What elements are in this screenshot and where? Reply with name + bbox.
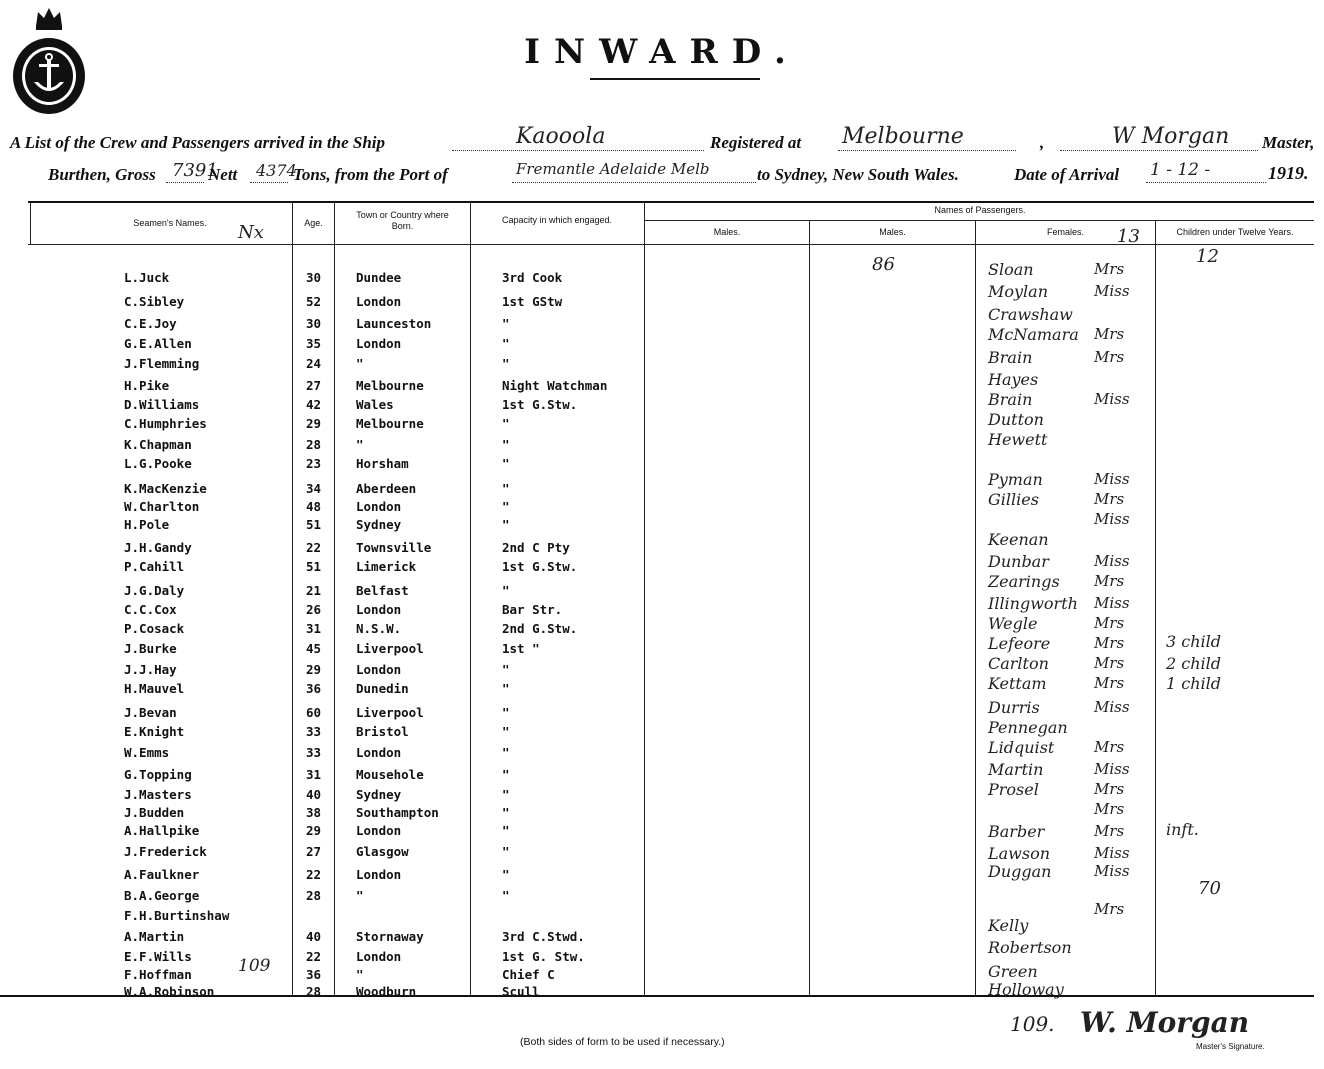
seaman-born: London xyxy=(356,336,402,351)
female-passenger-name: Wegle xyxy=(988,614,1038,633)
seaman-age: 24 xyxy=(306,356,322,371)
seaman-born: Horsham xyxy=(356,456,409,471)
children-entry: 3 child xyxy=(1166,632,1222,651)
seaman-age: 28 xyxy=(306,888,322,903)
female-passenger-title: Miss xyxy=(1094,844,1130,862)
seaman-capacity: " xyxy=(502,416,510,431)
seaman-born: Woodburn xyxy=(356,984,417,999)
seaman-born: " xyxy=(356,356,364,371)
seaman-born: Dundee xyxy=(356,270,402,285)
seaman-born: London xyxy=(356,823,402,838)
seaman-capacity: Scull xyxy=(502,984,540,999)
female-passenger-title: Mrs xyxy=(1094,900,1125,918)
female-passenger-title: Mrs xyxy=(1094,348,1125,366)
seamen-mark: Nx xyxy=(238,222,264,243)
seaman-capacity: 2nd C Pty xyxy=(502,540,570,555)
female-passenger-title: Mrs xyxy=(1094,325,1125,343)
seaman-name: K.MacKenzie xyxy=(124,481,207,496)
seaman-born: Melbourne xyxy=(356,378,424,393)
seaman-capacity: " xyxy=(502,681,510,696)
female-passenger-title: Mrs xyxy=(1094,738,1125,756)
female-passenger-name: Illingworth xyxy=(988,594,1078,613)
seaman-age: 42 xyxy=(306,397,322,412)
seaman-name: L.Juck xyxy=(124,270,170,285)
female-passenger-name: Crawshaw xyxy=(988,305,1073,324)
female-passenger-name: Gillies xyxy=(988,490,1039,509)
seaman-age: 31 xyxy=(306,767,322,782)
female-passenger-name: Lidquist xyxy=(988,738,1055,757)
master-name-line xyxy=(1060,150,1258,151)
seaman-name: D.Williams xyxy=(124,397,200,412)
seaman-capacity: 3rd C.Stwd. xyxy=(502,929,585,944)
seaman-capacity: 1st GStw xyxy=(502,294,563,309)
col-line-males-a xyxy=(644,202,645,996)
nett-tons: 4374 xyxy=(256,161,297,180)
col-header-males-b: Males. xyxy=(879,227,906,237)
female-passenger-title: Miss xyxy=(1094,698,1130,716)
female-passenger-name: Sloan xyxy=(988,260,1034,279)
seaman-name: C.Humphries xyxy=(124,416,207,431)
col-line-age xyxy=(292,202,293,996)
title-underline xyxy=(590,78,760,80)
seaman-age: 51 xyxy=(306,559,322,574)
col-line-capacity xyxy=(470,202,471,996)
ship-name: Kaooola xyxy=(516,124,606,149)
seaman-age: 33 xyxy=(306,745,322,760)
col-header-capacity: Capacity in which engaged. xyxy=(501,215,613,225)
seaman-born: Liverpool xyxy=(356,641,424,656)
signature-mark: 109. xyxy=(1010,1012,1055,1036)
gross-line xyxy=(166,182,204,183)
seaman-name: J.G.Daly xyxy=(124,583,185,598)
seaman-age: 29 xyxy=(306,662,322,677)
female-passenger-title: Mrs xyxy=(1094,260,1125,278)
seaman-age: 48 xyxy=(306,499,322,514)
seaman-age: 29 xyxy=(306,823,322,838)
seaman-capacity: 1st G.Stw. xyxy=(502,559,578,574)
master-name: W Morgan xyxy=(1112,124,1230,149)
seaman-born: Limerick xyxy=(356,559,417,574)
seaman-born: " xyxy=(356,888,364,903)
seaman-age: 31 xyxy=(306,621,322,636)
col-header-born: Town or Country where Born. xyxy=(356,210,449,231)
row-mark: 109 xyxy=(238,956,271,976)
female-passenger-name: Brain xyxy=(988,348,1033,367)
col-line-males-b xyxy=(809,221,810,996)
seaman-age: 26 xyxy=(306,602,322,617)
seaman-name: F.Hoffman xyxy=(124,967,192,982)
seaman-capacity: " xyxy=(502,844,510,859)
table-top-rule xyxy=(28,201,1314,203)
females-count: 13 xyxy=(1117,226,1140,247)
col-line-children xyxy=(1155,221,1156,996)
seaman-age: 22 xyxy=(306,949,322,964)
seaman-name: A.Faulkner xyxy=(124,867,200,882)
seaman-name: J.Frederick xyxy=(124,844,207,859)
to-sydney-label: to Sydney, New South Wales. xyxy=(757,165,959,184)
seaman-born: Dunedin xyxy=(356,681,409,696)
seaman-capacity: 3rd Cook xyxy=(502,270,563,285)
seaman-name: J.Bevan xyxy=(124,705,177,720)
seaman-capacity: " xyxy=(502,481,510,496)
seaman-name: G.E.Allen xyxy=(124,336,192,351)
female-passenger-title: Miss xyxy=(1094,862,1130,880)
seaman-name: W.Emms xyxy=(124,745,170,760)
seaman-born: Sydney xyxy=(356,517,402,532)
seaman-name: P.Cosack xyxy=(124,621,185,636)
female-passenger-name: Martin xyxy=(988,760,1044,779)
seaman-age: 36 xyxy=(306,681,322,696)
ship-name-line xyxy=(452,150,704,151)
tons-from-label: Tons, from the Port of xyxy=(293,165,448,184)
seaman-born: Belfast xyxy=(356,583,409,598)
seaman-capacity: Chief C xyxy=(502,967,555,982)
female-passenger-name: Duggan xyxy=(988,862,1052,881)
arrival-year: 1919. xyxy=(1268,163,1309,183)
seaman-capacity: " xyxy=(502,583,510,598)
arrival-date: 1 - 12 - xyxy=(1150,160,1211,180)
seaman-born: Bristol xyxy=(356,724,409,739)
female-passenger-title: Mrs xyxy=(1094,614,1125,632)
female-passenger-title: Miss xyxy=(1094,470,1130,488)
female-passenger-name: Moylan xyxy=(988,282,1049,301)
passenger-subheader-rule xyxy=(644,220,1314,221)
children-entry: 2 child xyxy=(1166,654,1222,673)
col-header-passengers: Names of Passengers. xyxy=(934,205,1026,215)
seaman-age: 51 xyxy=(306,517,322,532)
seaman-capacity: " xyxy=(502,316,510,331)
female-passenger-name: Lawson xyxy=(988,844,1051,863)
female-passenger-title: Miss xyxy=(1094,760,1130,778)
seaman-age: 33 xyxy=(306,724,322,739)
seaman-age: 23 xyxy=(306,456,322,471)
seaman-name: W.Charlton xyxy=(124,499,200,514)
arrival-label: Date of Arrival xyxy=(1014,165,1120,184)
signature-label: Master's Signature. xyxy=(1196,1042,1265,1051)
seaman-capacity: Bar Str. xyxy=(502,602,563,617)
seaman-capacity: Night Watchman xyxy=(502,378,608,393)
seaman-age: 35 xyxy=(306,336,322,351)
seaman-age: 36 xyxy=(306,967,322,982)
female-passenger-name: Brain xyxy=(988,390,1033,409)
seaman-age: 21 xyxy=(306,583,322,598)
seaman-capacity: 1st " xyxy=(502,641,540,656)
seaman-name: J.Burke xyxy=(124,641,177,656)
seaman-age: 60 xyxy=(306,705,322,720)
seaman-name: F.H.Burtinshaw xyxy=(124,908,230,923)
female-passenger-name: Lefeore xyxy=(988,634,1051,653)
seaman-age: 22 xyxy=(306,540,322,555)
col-header-seamen: Seamen's Names. xyxy=(133,218,207,228)
children-entry: inft. xyxy=(1166,820,1199,839)
seaman-age: 40 xyxy=(306,929,322,944)
seaman-name: H.Pike xyxy=(124,378,170,393)
seaman-name: H.Mauvel xyxy=(124,681,185,696)
seaman-name: E.Knight xyxy=(124,724,185,739)
female-passenger-name: Zearings xyxy=(988,572,1060,591)
nett-label: Nett xyxy=(208,165,238,184)
col-header-age: Age. xyxy=(304,218,323,228)
seaman-capacity: " xyxy=(502,336,510,351)
seaman-name: G.Topping xyxy=(124,767,192,782)
female-passenger-title: Mrs xyxy=(1094,634,1125,652)
female-passenger-title: Mrs xyxy=(1094,490,1125,508)
seaman-capacity: " xyxy=(502,517,510,532)
seaman-capacity: " xyxy=(502,662,510,677)
female-passenger-title: Mrs xyxy=(1094,572,1125,590)
seaman-age: 30 xyxy=(306,270,322,285)
female-passenger-name: Holloway xyxy=(988,980,1064,999)
list-label: A List of the Crew and Passengers arrived in the Ship xyxy=(10,133,385,152)
female-passenger-name: Kelly xyxy=(988,916,1029,935)
seaman-born: " xyxy=(356,437,364,452)
seaman-name: A.Hallpike xyxy=(124,823,200,838)
seaman-name: J.H.Gandy xyxy=(124,540,192,555)
seaman-name: P.Cahill xyxy=(124,559,185,574)
seaman-name: C.C.Cox xyxy=(124,602,177,617)
seaman-age: 45 xyxy=(306,641,322,656)
seaman-born: London xyxy=(356,949,402,964)
seaman-born: Sydney xyxy=(356,787,402,802)
seaman-age: 30 xyxy=(306,316,322,331)
seaman-born: Melbourne xyxy=(356,416,424,431)
gross-tons: 7391 xyxy=(172,160,218,181)
seaman-age: 27 xyxy=(306,844,322,859)
seaman-born: Mousehole xyxy=(356,767,424,782)
seaman-capacity: " xyxy=(502,805,510,820)
seaman-born: Townsville xyxy=(356,540,432,555)
seaman-age: 29 xyxy=(306,416,322,431)
port-from-line xyxy=(512,182,756,183)
col-line-left xyxy=(30,202,31,244)
female-passenger-title: Mrs xyxy=(1094,822,1125,840)
seaman-capacity: " xyxy=(502,705,510,720)
burthen-label: Burthen, Gross xyxy=(48,165,156,184)
seaman-born: London xyxy=(356,294,402,309)
female-passenger-name: Prosel xyxy=(988,780,1039,799)
children-entry: 1 child xyxy=(1166,674,1222,693)
female-passenger-name: Dunbar xyxy=(988,552,1049,571)
female-passenger-name: Durris xyxy=(988,698,1040,717)
seaman-age: 34 xyxy=(306,481,322,496)
female-passenger-title: Miss xyxy=(1094,552,1130,570)
female-passenger-title: Mrs xyxy=(1094,780,1125,798)
seaman-name: C.E.Joy xyxy=(124,316,177,331)
seaman-name: J.Flemming xyxy=(124,356,200,371)
seaman-name: A.Martin xyxy=(124,929,185,944)
female-passenger-title: Miss xyxy=(1094,594,1130,612)
seaman-capacity: " xyxy=(502,888,510,903)
seaman-age: 38 xyxy=(306,805,322,820)
female-passenger-title: Miss xyxy=(1094,510,1130,528)
female-passenger-title: Miss xyxy=(1094,390,1130,408)
female-passenger-name: Hewett xyxy=(988,430,1048,449)
seaman-capacity: " xyxy=(502,499,510,514)
seaman-capacity: " xyxy=(502,745,510,760)
col-line-females xyxy=(975,221,976,996)
seaman-capacity: " xyxy=(502,767,510,782)
seaman-age: 22 xyxy=(306,867,322,882)
seaman-born: London xyxy=(356,602,402,617)
seaman-born: Southampton xyxy=(356,805,439,820)
seaman-name: H.Pole xyxy=(124,517,170,532)
seaman-capacity: " xyxy=(502,356,510,371)
seaman-capacity: " xyxy=(502,867,510,882)
seaman-capacity: 2nd G.Stw. xyxy=(502,621,578,636)
seaman-name: J.Budden xyxy=(124,805,185,820)
female-passenger-name: Robertson xyxy=(988,938,1072,957)
children-tick: 70 xyxy=(1198,878,1221,899)
seaman-born: Glasgow xyxy=(356,844,409,859)
female-passenger-title: Miss xyxy=(1094,282,1130,300)
female-passenger-name: Hayes xyxy=(988,370,1039,389)
female-passenger-name: McNamara xyxy=(988,325,1079,344)
seaman-born: Aberdeen xyxy=(356,481,417,496)
seaman-name: L.G.Pooke xyxy=(124,456,192,471)
form-title: INWARD. xyxy=(524,32,800,72)
col-header-females: Females. xyxy=(1046,227,1084,237)
seaman-capacity: 1st G. Stw. xyxy=(502,949,585,964)
master-label: Master, xyxy=(1262,133,1315,152)
nett-line xyxy=(250,182,288,183)
seaman-name: J.Masters xyxy=(124,787,192,802)
female-passenger-title: Mrs xyxy=(1094,654,1125,672)
seaman-name: J.J.Hay xyxy=(124,662,177,677)
arrival-line xyxy=(1146,182,1266,183)
seaman-capacity: " xyxy=(502,823,510,838)
seaman-born: London xyxy=(356,662,402,677)
seaman-capacity: " xyxy=(502,437,510,452)
seaman-born: London xyxy=(356,867,402,882)
seaman-age: 28 xyxy=(306,984,322,999)
female-passenger-name: Pyman xyxy=(988,470,1043,489)
female-passenger-name: Green xyxy=(988,962,1038,981)
port-from: Fremantle Adelaide Melb xyxy=(516,160,710,178)
col-header-children: Children under Twelve Years. xyxy=(1176,227,1294,237)
children-count: 12 xyxy=(1196,246,1219,267)
seaman-born: Launceston xyxy=(356,316,432,331)
seaman-age: 28 xyxy=(306,437,322,452)
seaman-name: E.F.Wills xyxy=(124,949,192,964)
female-passenger-title: Mrs xyxy=(1094,674,1125,692)
seaman-born: N.S.W. xyxy=(356,621,402,636)
seaman-capacity: 1st G.Stw. xyxy=(502,397,578,412)
female-passenger-title: Mrs xyxy=(1094,800,1125,818)
col-line-born xyxy=(334,202,335,996)
seaman-born: " xyxy=(356,967,364,982)
seaman-capacity: " xyxy=(502,724,510,739)
registered-port-line xyxy=(838,150,1016,151)
seaman-capacity: " xyxy=(502,787,510,802)
master-signature: W. Morgan xyxy=(1080,1006,1250,1039)
female-passenger-name: Dutton xyxy=(988,410,1044,429)
seaman-name: W.A.Robinson xyxy=(124,984,215,999)
seaman-name: B.A.George xyxy=(124,888,200,903)
seaman-age: 40 xyxy=(306,787,322,802)
comma: , xyxy=(1040,133,1045,152)
registered-port: Melbourne xyxy=(842,124,964,149)
seaman-age: 52 xyxy=(306,294,322,309)
seaman-born: Stornaway xyxy=(356,929,424,944)
seaman-age: 27 xyxy=(306,378,322,393)
female-passenger-name: Carlton xyxy=(988,654,1049,673)
males-count: 86 xyxy=(872,254,895,275)
seaman-born: Wales xyxy=(356,397,394,412)
seaman-born: London xyxy=(356,745,402,760)
female-passenger-name: Pennegan xyxy=(988,718,1068,737)
female-passenger-name: Keenan xyxy=(988,530,1049,549)
seaman-born: London xyxy=(356,499,402,514)
seaman-born: Liverpool xyxy=(356,705,424,720)
seaman-capacity: " xyxy=(502,456,510,471)
seaman-name: K.Chapman xyxy=(124,437,192,452)
female-passenger-name: Kettam xyxy=(988,674,1047,693)
seaman-name: C.Sibley xyxy=(124,294,185,309)
registered-label: Registered at xyxy=(710,133,802,152)
footer-note: (Both sides of form to be used if necessary.) xyxy=(520,1036,725,1048)
female-passenger-name: Barber xyxy=(988,822,1045,841)
col-header-males-a: Males. xyxy=(713,227,741,237)
